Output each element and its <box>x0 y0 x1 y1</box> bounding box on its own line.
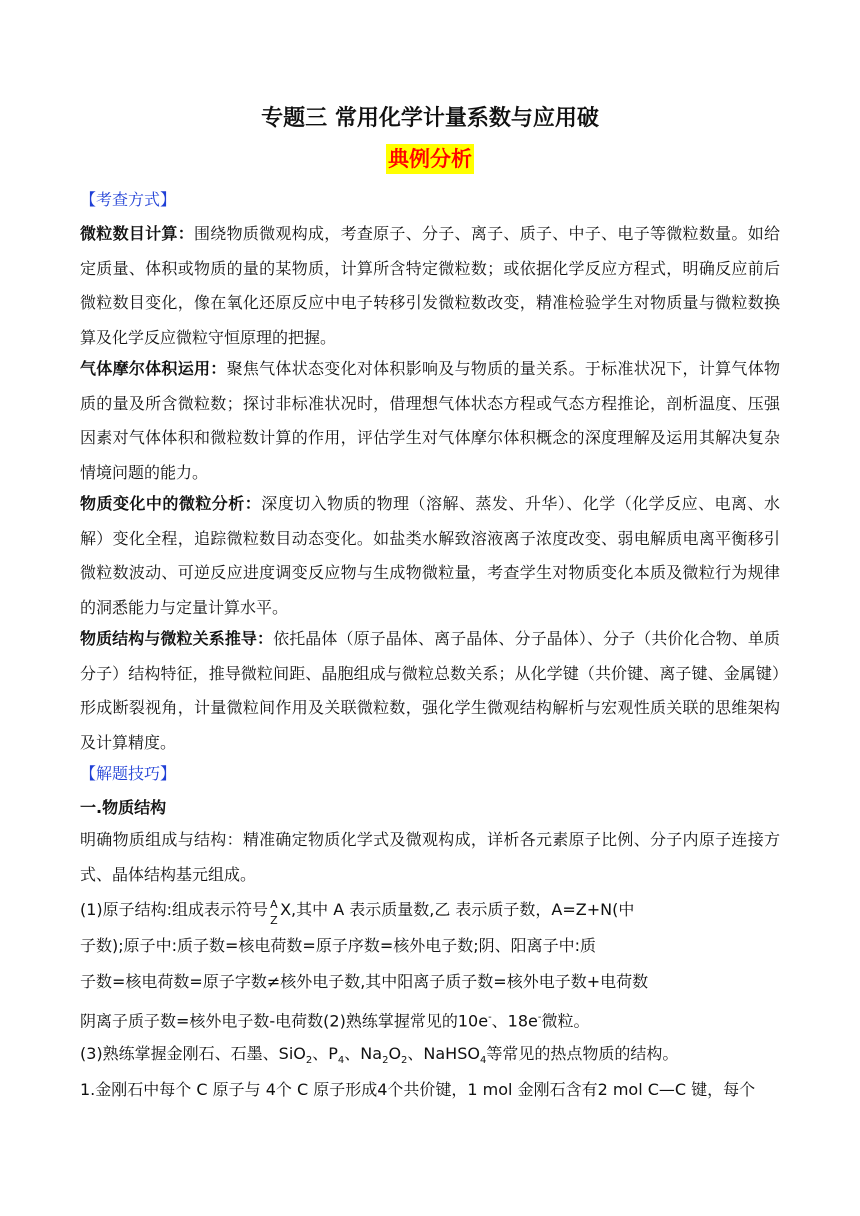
paragraph-intro: 明确物质组成与结构：精准确定物质化学式及微观构成，详析各元素原子比例、分子内原子连接方式、晶体结构基元组成。 <box>80 830 780 884</box>
paragraph-text: 围绕物质微观构成，考查原子、分子、离子、质子、中子、电子等微粒数量。如给定质量、体积或物质的量的某物质，计算所含特定微粒数；或依据化学反应方程式，明确反应前后微粒数目变化，像在氧化还原反应中电子转移引发微粒数改变，精准检验学生对物质量与微粒数换算及化学反应微粒守恒原理的把握。 <box>80 224 780 347</box>
subscript: 2 <box>382 1055 389 1067</box>
text-segment: 、18e <box>491 1011 538 1031</box>
line-4 <box>80 1006 800 1033</box>
text-segment: 微粒。 <box>541 1011 590 1031</box>
paragraph-change-analysis <box>80 487 780 625</box>
document-title: 专题三 常用化学计量系数与应用破 <box>261 106 599 131</box>
text-segment: 阴离子质子数=核外电子数-电荷数(2)熟练掌握常见的10e <box>80 1011 489 1031</box>
term-label: 物质结构与微粒关系推导： <box>80 629 274 648</box>
term-label: 气体摩尔体积运用： <box>80 359 227 378</box>
text-segment: (3)熟练掌握金刚石、石墨、SiO <box>80 1044 306 1063</box>
text-segment: ,其中 A 表示质量数,乙 表示质子数，A=Z+N(中 <box>291 900 635 919</box>
line-6: 1.金刚石中每个 C 原子与 4个 C 原子形成4个共价键，1 mol 金刚石含有2 mol C—C 键，每个 <box>80 1080 756 1099</box>
subscript: 2 <box>305 1055 313 1067</box>
sub-heading-structure: 一.物质结构 <box>80 798 167 817</box>
isotope-notation <box>268 898 280 927</box>
mass-number: A <box>270 898 278 911</box>
superscript: - <box>488 1012 492 1023</box>
subtitle-wrapper <box>0 144 860 174</box>
text-segment: 、Na <box>344 1044 383 1063</box>
line-2: 子数);原子中:质子数=核电荷数=原子序数=核外电子数;阴、阳离子中:质 <box>80 936 597 955</box>
paragraph-particle-count <box>80 217 780 355</box>
section-heading-exam-method: 【考查方式】 <box>80 190 177 209</box>
element-symbol: X <box>280 900 292 919</box>
paragraph-molar-volume <box>80 352 780 490</box>
text-segment: 、P <box>312 1044 338 1063</box>
subscript: 4 <box>337 1055 345 1067</box>
subscript: 2 <box>401 1055 408 1067</box>
line-3: 子数=核电荷数=原子字数≠核外电子数,其中阳离子质子数=核外电子数+电荷数 <box>80 972 649 991</box>
section-heading-solving-tips: 【解题技巧】 <box>80 764 177 783</box>
subtitle-highlight: 典例分析 <box>386 144 474 174</box>
text-segment: 等常见的热点物质的结构。 <box>486 1044 679 1063</box>
superscript: - <box>537 1012 542 1023</box>
line-atomic-structure <box>80 898 800 927</box>
paragraph-structure-relation <box>80 622 780 760</box>
text-segment: 、NaHSO <box>407 1044 480 1063</box>
text-segment: O <box>388 1044 402 1063</box>
term-label: 物质变化中的微粒分析： <box>80 494 262 513</box>
paragraph-text: 依托晶体（原子晶体、离子晶体、分子晶体）、分子（共价化合物、单质分子）结构特征，推导微粒间距、晶胞组成与微粒总数关系；从化学键（共价键、离子键、金属键）形成断裂视角，计量微粒间作用及关联微粒数，强化学生微观结构解析与宏观性质关联的思维架构及计算精度。 <box>80 629 780 752</box>
term-label: 微粒数目计算： <box>80 224 194 243</box>
text-segment: (1)原子结构:组成表示符号 <box>80 900 269 919</box>
atomic-number: Z <box>270 914 278 927</box>
paragraph-text: 聚焦气体状态变化对体积影响及与物质的量关系。于标准状况下，计算气体物质的量及所含微粒数；探讨非标准状况时，借理想气体状态方程或气态方程推论，剖析温度、压强因素对气体体积和微粒数计算的作用，评估学生对气体摩尔体积概念的深度理解及运用其解决复杂情境问题的能力。 <box>80 359 780 482</box>
paragraph-text: 深度切入物质的物理（溶解、蒸发、升华）、化学（化学反应、电离、水解）变化全程，追踪微粒数目动态变化。如盐类水解致溶液离子浓度改变、弱电解质电离平衡移引微粒数波动、可逆反应进度调变反应物与生成物微粒量，考查学生对物质变化本质及微粒行为规律的洞悉能力与定量计算水平。 <box>80 494 780 617</box>
subscript: 4 <box>479 1055 487 1067</box>
line-5 <box>80 1042 800 1073</box>
